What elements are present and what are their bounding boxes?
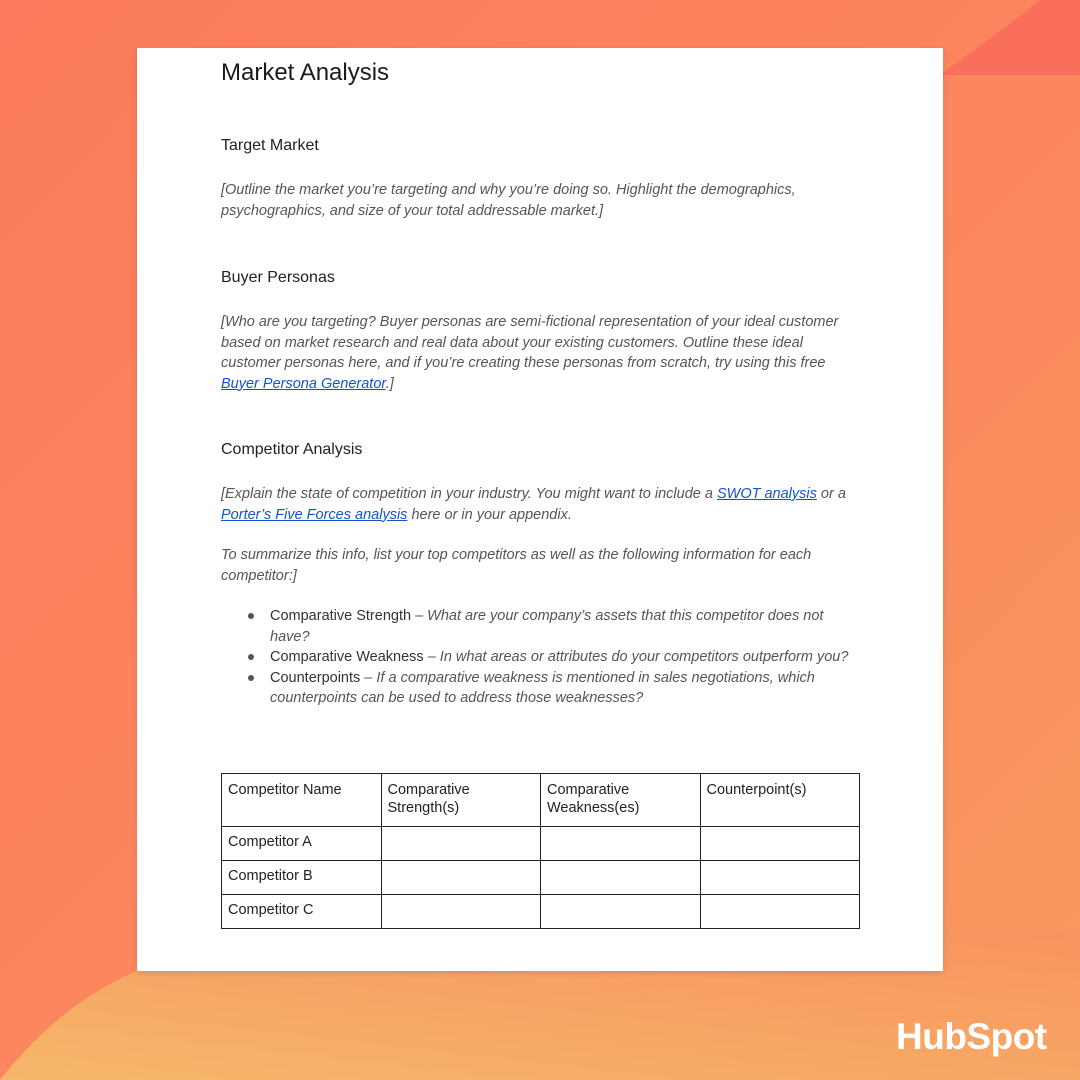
document-page [137,48,943,971]
table-header-row [222,774,860,827]
target-market-heading: Target Market [221,137,319,154]
competitor-table [221,773,860,929]
competitor-analysis-heading: Competitor Analysis [221,441,363,458]
competitor-bullet-list [221,606,861,709]
table-cell [700,861,860,895]
table-cell: Competitor A [222,827,382,861]
table-row [222,861,860,895]
table-cell [541,895,701,929]
page-title: Market Analysis [221,59,390,86]
porters-five-forces-link[interactable]: Porter’s Five Forces analysis [221,506,408,523]
buyer-personas-text: [Who are you targeting? Buyer personas are semi-fictional representation of your ideal customer based on market research and real data about your existing customers. Outline these ideal customer personas here, and if you’re creating these personas from scratch, try using this free Buyer Persona Generator.] [221,314,839,392]
table-cell [541,861,701,895]
table-cell [541,827,701,861]
header-comparative-weaknesses: Comparative Weakness(es) [541,774,701,827]
swot-analysis-link[interactable]: SWOT analysis [716,486,817,502]
header-comparative-strengths: Comparative Strength(s) [381,774,541,827]
list-item: Comparative Weakness – In what areas or attributes do your competitors outperform you? [221,647,861,668]
table-cell [700,827,860,861]
table-cell [381,827,541,861]
bullet-icon [248,675,254,681]
buyer-personas-heading: Buyer Personas [221,269,335,286]
table-cell [700,895,860,929]
table-row [222,895,860,929]
table-row [222,827,860,861]
competitor-analysis-text: [Explain the state of competition in your industry. You might want to include a SWOT analysis or a Porter’s Five Forces analysis here or in your appendix. [221,486,846,523]
bullet-icon [248,613,254,619]
header-competitor-name: Competitor Name [222,774,382,827]
list-item: Comparative Strength – What are your company’s assets that this competitor does not have? [221,606,861,647]
competitor-summary-text: To summarize this info, list your top competitors as well as the following information for each competitor:] [221,547,812,584]
table-cell [381,861,541,895]
table-cell: Competitor C [222,895,382,929]
table-cell: Competitor B [222,861,382,895]
buyer-persona-generator-link[interactable]: Buyer Persona Generator [221,375,386,392]
list-item: Counterpoints – If a comparative weakness is mentioned in sales negotiations, which counterpoints can be used to address those weaknesses? [221,668,861,709]
header-counterpoints: Counterpoint(s) [700,774,860,827]
table-cell [381,895,541,929]
target-market-text: [Outline the market you’re targeting and why you’re doing so. Highlight the demographics, psychographics, and size of your total addressable market.] [221,182,796,219]
bullet-icon [248,654,254,660]
hubspot-logo-text: HubSpot [896,1016,1047,1057]
